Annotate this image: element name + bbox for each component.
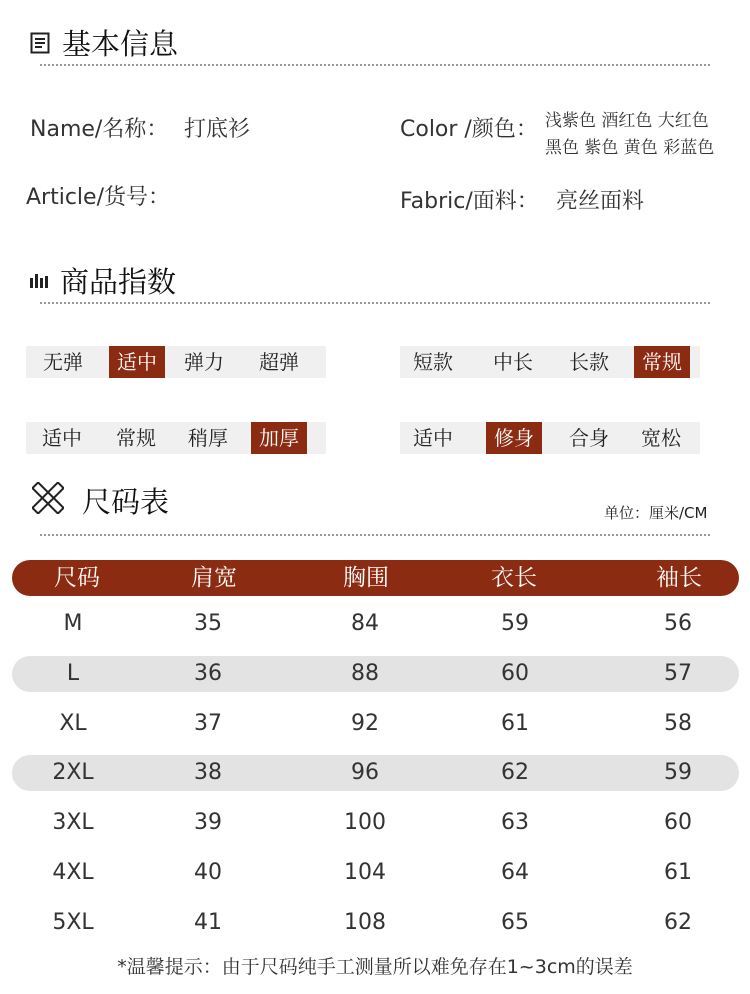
- table-row: [12, 905, 739, 941]
- name-value: 打底衫: [184, 117, 251, 142]
- cell: 36: [194, 661, 222, 686]
- unit-label: 单位：厘米/CM: [604, 504, 708, 522]
- cell: 41: [194, 910, 222, 935]
- table-row: [12, 855, 739, 891]
- option-selected: 修身: [486, 422, 542, 454]
- size-chart-title: 尺码表: [82, 485, 170, 519]
- cell: 61: [501, 711, 529, 736]
- size-cell: L: [66, 661, 80, 686]
- divider: [40, 64, 710, 66]
- cell: 59: [501, 611, 529, 636]
- cell: 60: [501, 661, 529, 686]
- cell: 63: [501, 810, 529, 835]
- bar-chart-icon: [30, 272, 48, 292]
- option: 短款: [413, 350, 453, 374]
- color-label: Color /颜色：: [400, 117, 538, 142]
- name-label: Name/名称：: [30, 117, 169, 142]
- divider: [40, 302, 710, 304]
- option: 无弹: [43, 350, 83, 374]
- option-selected: 常规: [634, 346, 690, 378]
- size-note: *温馨提示：由于尺码纯手工测量所以难免存在1~3cm的误差: [117, 956, 633, 978]
- cell: 59: [664, 760, 692, 785]
- table-row: [12, 656, 739, 692]
- fabric-value: 亮丝面料: [556, 189, 645, 214]
- option: 稍厚: [188, 426, 228, 450]
- size-table-header: [12, 560, 739, 596]
- size-cell: M: [63, 611, 83, 636]
- cell: 57: [664, 661, 692, 686]
- cell: 39: [194, 810, 222, 835]
- cell: 60: [664, 810, 692, 835]
- option: 适中: [42, 426, 82, 450]
- cell: 62: [664, 910, 692, 935]
- option: 中长: [493, 350, 533, 374]
- header-cell: 尺码: [54, 565, 100, 591]
- cell: 65: [501, 910, 529, 935]
- cell: 84: [351, 611, 379, 636]
- cell: 100: [344, 810, 386, 835]
- cell: 96: [351, 760, 379, 785]
- cell: 104: [344, 860, 386, 885]
- cell: 92: [351, 711, 379, 736]
- cell: 35: [194, 611, 222, 636]
- cell: 40: [194, 860, 222, 885]
- header-cell: 肩宽: [191, 565, 237, 591]
- document-icon: [30, 32, 50, 58]
- basic-info-title: 基本信息: [62, 27, 179, 61]
- article-label: Article/货号：: [26, 185, 170, 210]
- option-selected: 适中: [109, 346, 165, 378]
- divider: [40, 534, 710, 536]
- size-cell: 2XL: [52, 760, 94, 785]
- cell: 37: [194, 711, 222, 736]
- fabric-label: Fabric/面料：: [400, 189, 539, 214]
- length-bar: [400, 346, 700, 378]
- header-cell: 胸围: [343, 565, 389, 591]
- cell: 62: [501, 760, 529, 785]
- table-row: [12, 755, 739, 791]
- cell: 108: [344, 910, 386, 935]
- size-cell: 5XL: [52, 910, 94, 935]
- table-row: [12, 606, 739, 642]
- option: 长款: [569, 350, 609, 374]
- option: 合身: [569, 426, 609, 450]
- header-cell: 衣长: [491, 565, 537, 591]
- elasticity-bar: [26, 346, 326, 378]
- option: 超弹: [259, 350, 299, 374]
- table-row: [12, 805, 739, 841]
- option: 弹力: [184, 350, 224, 374]
- thickness-bar: [26, 422, 326, 454]
- cell: 61: [664, 860, 692, 885]
- size-cell: 4XL: [52, 860, 94, 885]
- header-cell: 袖长: [656, 565, 702, 591]
- cell: 56: [664, 611, 692, 636]
- option: 常规: [116, 426, 156, 450]
- color-line-2: 黑色 紫色 黄色 彩蓝色: [545, 138, 715, 158]
- cell: 38: [194, 760, 222, 785]
- ruler-pencil-icon: [32, 482, 64, 518]
- option: 宽松: [641, 426, 681, 450]
- fit-bar: [400, 422, 700, 454]
- option: 适中: [413, 426, 453, 450]
- color-options: [545, 108, 714, 162]
- color-line-1: 浅紫色 酒红色 大红色: [545, 111, 709, 131]
- size-cell: 3XL: [52, 810, 94, 835]
- cell: 58: [664, 711, 692, 736]
- size-cell: XL: [59, 711, 87, 736]
- product-index-title: 商品指数: [60, 265, 177, 299]
- table-row: [12, 706, 739, 742]
- cell: 64: [501, 860, 529, 885]
- option-selected: 加厚: [251, 422, 307, 454]
- cell: 88: [351, 661, 379, 686]
